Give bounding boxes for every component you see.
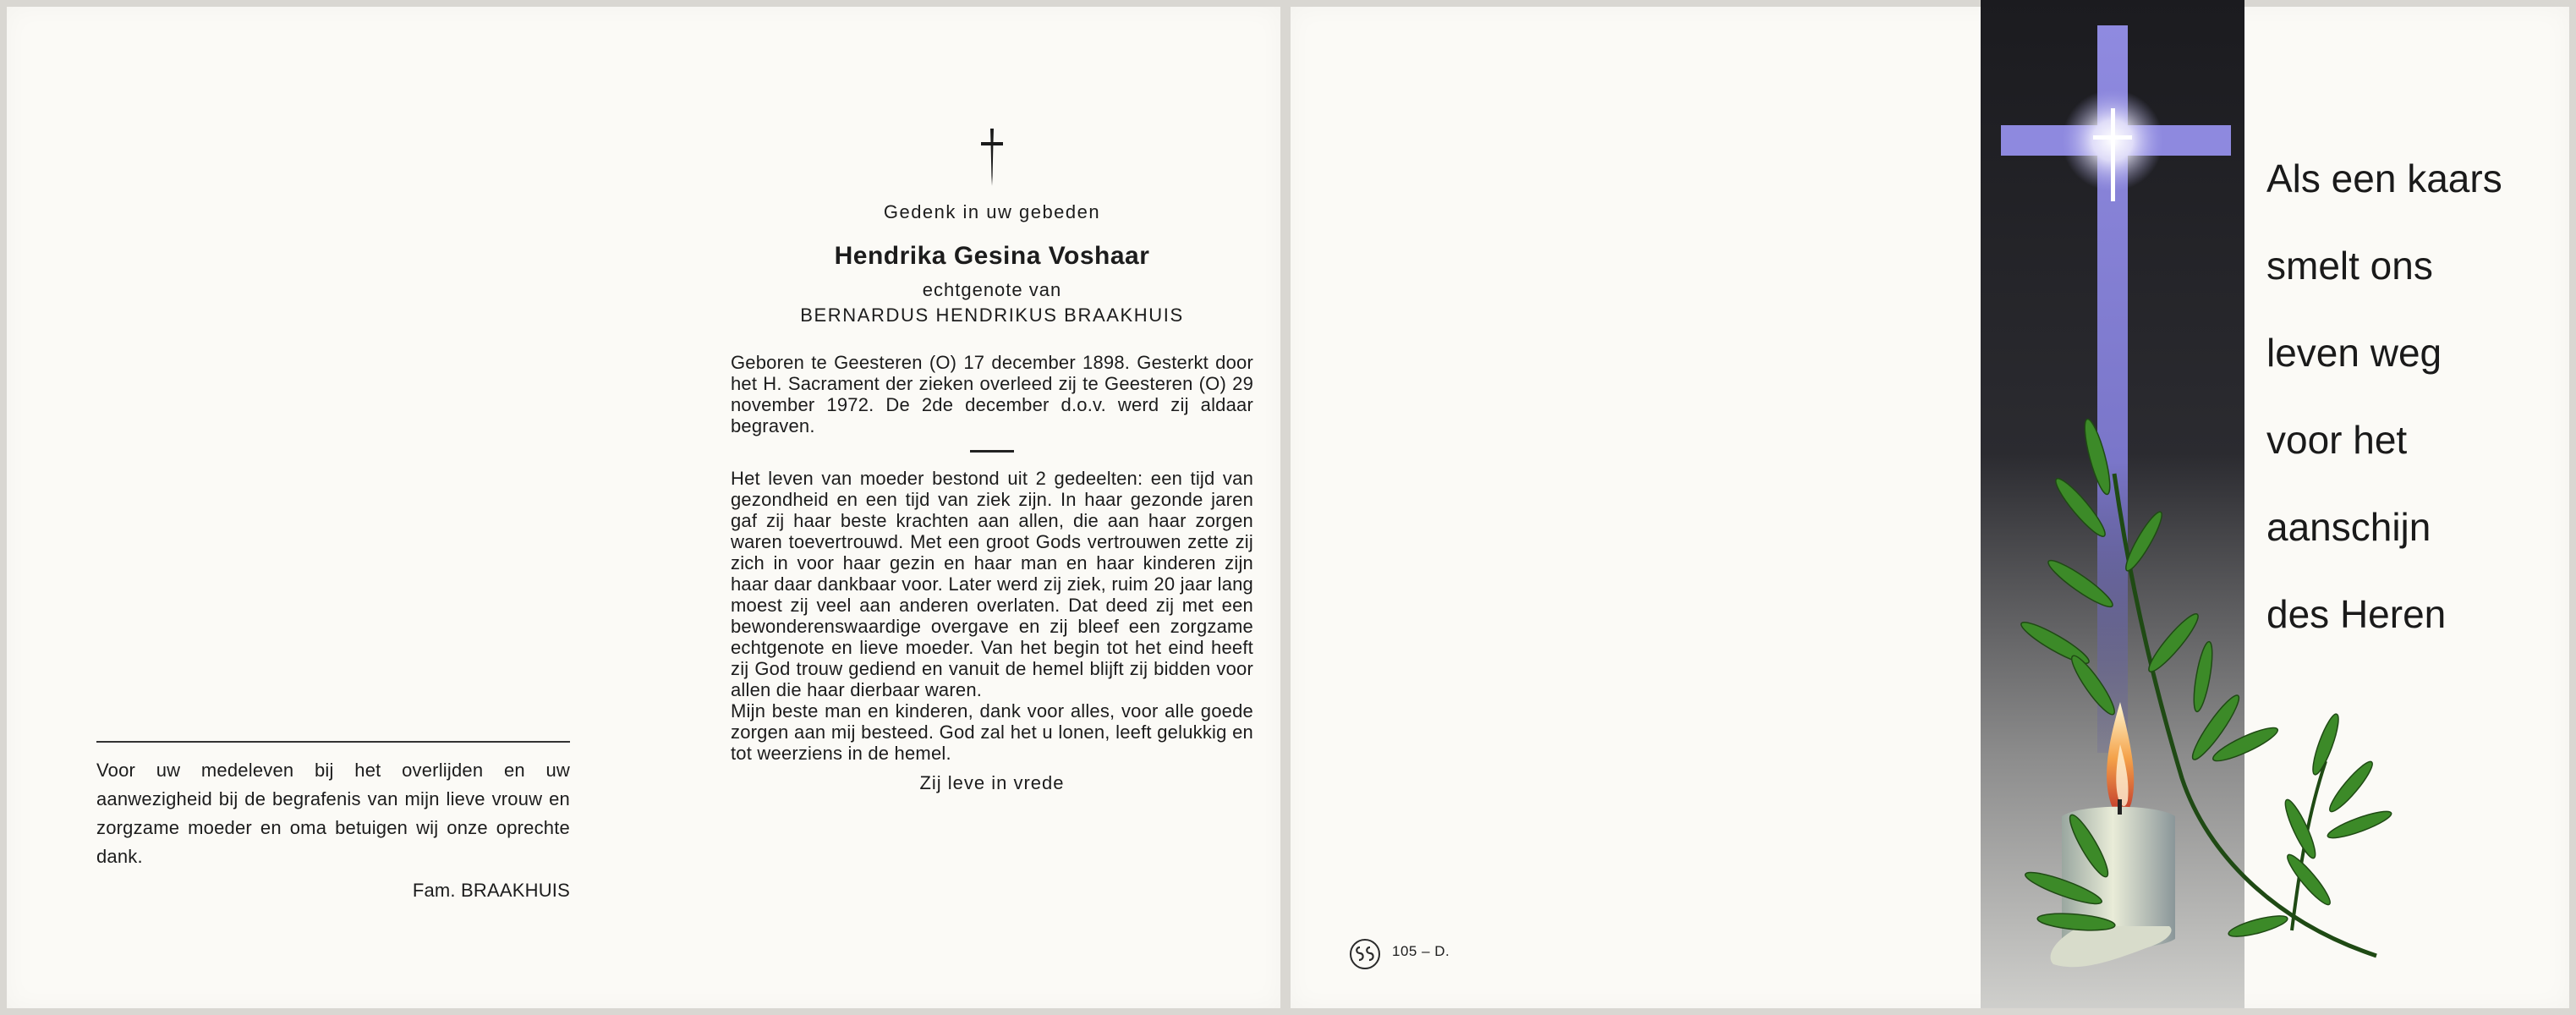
- poem-line: leven weg: [2266, 331, 2442, 375]
- deceased-name: Hendrika Gesina Voshaar: [834, 242, 1150, 270]
- short-divider: [970, 450, 1014, 453]
- closing-line: Zij leve in vrede: [919, 772, 1065, 793]
- thanks-signature: Fam. BRAAKHUIS: [412, 880, 570, 901]
- divider: [96, 741, 570, 743]
- birth-death-text: Geboren te Geesteren (O) 17 december 1898. Gesterkt door het H. Sacrament der zieken overleed zij te Geesteren (O) 29 november 1972. De 2de december d.o.v. werd zij aldaar begraven.: [731, 352, 1253, 436]
- poem-line: voor het: [2266, 418, 2408, 462]
- thanks-note: [96, 741, 570, 905]
- biography-text: Het leven van moeder bestond uit 2 gedeelten: een tijd van gezondheid en een tijd van ziek zijn. In haar gezonde jaren gaf zij haar beste krachten aan allen, die aan haar zorgen waren toevertrouwd. Met een groot Gods vertrouwen zette zij zich in voor haar gezin en haar man en haar kinderen zijn haar daar dankbaar voor. Later werd zij ziek, ruim 20 jaar lang moest zij veel aan anderen overlaten. Dat deed zij met een bewonderenswaardige overgave en zij bleef een zorgzame echtgenote en lieve moeder. Van het begin tot het eind heeft zij God trouw gediend en vanuit de hemel blijft zij bidden voor allen die haar dierbaar waren.: [731, 468, 1253, 700]
- poem: [2266, 135, 2502, 658]
- thanks-text: Voor uw medeleven bij het overlijden en uw aanwezigheid bij de begrafenis van mijn lieve vrouw en zorgzame moeder en oma betuigen wij onze oprechte dank.: [96, 760, 570, 867]
- prayer-line: Gedenk in uw gebeden: [883, 201, 1101, 222]
- obituary: [731, 127, 1253, 794]
- cross-icon: [979, 127, 1005, 188]
- farewell-text: Mijn beste man en kinderen, dank voor alles, voor alle goede zorgen aan mij besteed. God zal het u lonen, leeft gelukkig en tot weerziens in de hemel.: [731, 700, 1253, 764]
- card-code: 105 – D.: [1392, 943, 1450, 959]
- spouse-name: BERNARDUS HENDRIKUS BRAAKHUIS: [800, 304, 1184, 326]
- poem-line: aanschijn: [2266, 505, 2431, 549]
- spouse-of-label: echtgenote van: [922, 279, 1062, 300]
- poem-line: smelt ons: [2266, 244, 2433, 288]
- publisher-logo-icon: [1348, 937, 1382, 975]
- poem-line: des Heren: [2266, 592, 2447, 636]
- poem-line: Als een kaars: [2266, 156, 2502, 200]
